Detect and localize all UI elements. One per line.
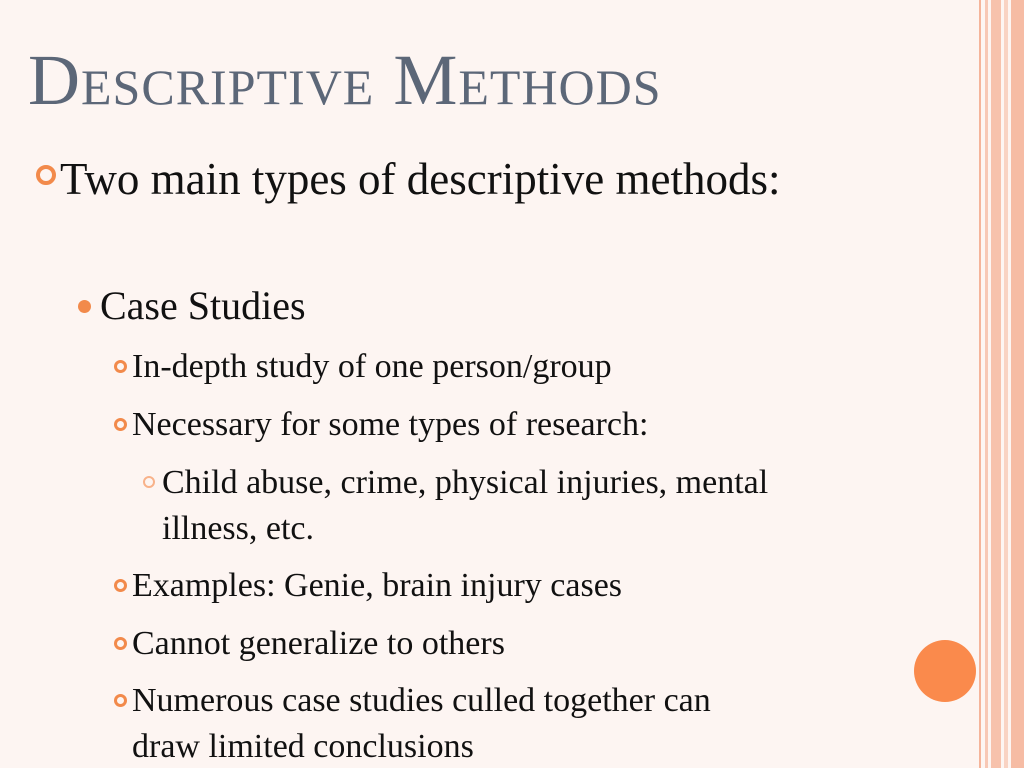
list-item: Necessary for some types of research: <box>132 406 649 443</box>
bullet-ring-icon <box>114 694 127 707</box>
bullet-ring-icon <box>114 637 127 650</box>
slide-title: Descriptive Methods <box>28 40 662 120</box>
decorative-stripe <box>1004 0 1008 768</box>
list-item-line: Child abuse, crime, physical injuries, mental <box>162 464 769 501</box>
decorative-stripe <box>1011 0 1024 768</box>
list-item: Cannot generalize to others <box>132 625 505 662</box>
decorative-orb <box>914 640 976 702</box>
list-item-line: draw limited conclusions <box>132 728 474 765</box>
list-item-line: illness, etc. <box>162 510 315 547</box>
bullet-level1: Two main types of descriptive methods: <box>60 154 781 204</box>
bullet-level2: Case Studies <box>100 283 306 328</box>
list-item: In-depth study of one person/group <box>132 348 612 385</box>
decorative-stripe <box>991 0 1001 768</box>
bullet-ring-icon <box>114 418 127 431</box>
bullet-ring-icon <box>114 579 127 592</box>
list-item-line: Numerous case studies culled together can <box>132 682 711 719</box>
bullet-ring-icon <box>143 476 155 488</box>
bullet-dot-icon <box>78 300 91 313</box>
bullet-ring-icon <box>36 165 56 185</box>
list-item: Examples: Genie, brain injury cases <box>132 567 623 604</box>
decorative-stripe <box>985 0 988 768</box>
decorative-stripe <box>979 0 981 768</box>
bullet-ring-icon <box>114 360 127 373</box>
